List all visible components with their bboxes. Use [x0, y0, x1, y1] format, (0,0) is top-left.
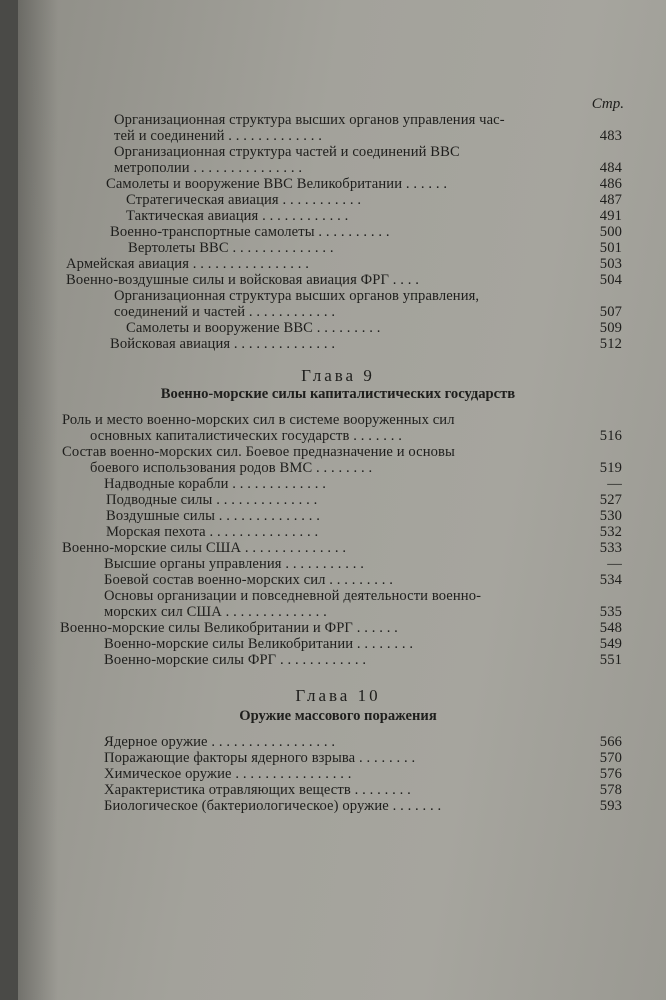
toc-entry-line	[18, 620, 622, 636]
toc-entry-line	[18, 288, 622, 304]
toc-entry-line	[18, 320, 622, 336]
toc-page-number: 501	[599, 240, 622, 256]
toc-entry-line	[18, 144, 622, 160]
toc-entry-line	[18, 128, 622, 144]
toc-entry-text: Войсковая авиация . . . . . . . . . . . . . .	[110, 336, 336, 352]
toc-entry-line	[18, 160, 622, 176]
toc-page-number: 548	[599, 620, 622, 636]
toc-page-number: 483	[599, 128, 622, 144]
toc-page-number: —	[607, 476, 622, 492]
toc-page-number: 509	[599, 320, 622, 336]
toc-page-number: 578	[599, 782, 622, 798]
toc-entry-text: Надводные корабли . . . . . . . . . . . . .	[104, 476, 327, 492]
toc-entry-text: Армейская авиация . . . . . . . . . . . . . . . .	[66, 256, 309, 272]
toc-page-number: 534	[599, 572, 622, 588]
toc-entry-line	[18, 652, 622, 668]
toc-page-number: 487	[599, 192, 622, 208]
toc-page-number: 491	[599, 208, 622, 224]
toc-entry-text: Военно-воздушные силы и войсковая авиация ФРГ . . . .	[66, 272, 419, 288]
toc-entry-line	[18, 240, 622, 256]
toc-entry-line	[18, 336, 622, 352]
toc-entry-line	[18, 444, 622, 460]
toc-entry-text: Основы организации и повседневной деятельности военно-	[104, 588, 482, 604]
toc-entry-line	[18, 572, 622, 588]
toc-entry-line	[18, 508, 622, 524]
toc-entry-line	[18, 556, 622, 572]
toc-entry-line	[18, 636, 622, 652]
toc-entry-text: метрополии . . . . . . . . . . . . . . .	[114, 160, 303, 176]
toc-entry-line	[18, 304, 622, 320]
toc-entry-line	[18, 492, 622, 508]
toc-entry-text: Химическое оружие . . . . . . . . . . . . . . . .	[104, 766, 352, 782]
toc-entry-text: Воздушные силы . . . . . . . . . . . . . .	[106, 508, 320, 524]
toc-page-number: 566	[599, 734, 622, 750]
toc-page-number: 503	[599, 256, 622, 272]
toc-page-number: 484	[599, 160, 622, 176]
toc-page-number: 504	[599, 272, 622, 288]
toc-page-number: —	[607, 556, 622, 572]
toc-entry-text: Военно-морские силы Великобритании . . . . . . . .	[104, 636, 414, 652]
toc-entry-line	[18, 524, 622, 540]
toc-entry-text: Тактическая авиация . . . . . . . . . . . .	[126, 208, 349, 224]
toc-entry-line	[18, 176, 622, 192]
pages-column-label: Стр.	[591, 96, 624, 112]
toc-entry-text: Боевой состав военно-морских сил . . . . . . . . .	[104, 572, 393, 588]
toc-page-number: 500	[599, 224, 622, 240]
toc-entry-text: Ядерное оружие . . . . . . . . . . . . . . . . .	[104, 734, 336, 750]
toc-page-number: 570	[599, 750, 622, 766]
toc-entry-line	[18, 256, 622, 272]
toc-entry-text: Биологическое (бактериологическое) оружие . . . . . . .	[104, 798, 442, 814]
toc-entry-line	[18, 604, 622, 620]
toc-entry-line	[18, 750, 622, 766]
toc-page-number: 593	[599, 798, 622, 814]
toc-entry-text: Организационная структура высших органов управления,	[114, 288, 480, 304]
toc-entry-line	[18, 224, 622, 240]
toc-entry-line	[18, 272, 622, 288]
toc-page-number: 551	[599, 652, 622, 668]
toc-page-number: 486	[599, 176, 622, 192]
toc-entry-text: Самолеты и вооружение ВВС . . . . . . . . .	[126, 320, 381, 336]
toc-entry-line	[18, 798, 622, 814]
toc-page-number: 519	[599, 460, 622, 476]
toc-entry-text: Морская пехота . . . . . . . . . . . . . . .	[106, 524, 319, 540]
toc-page-number: 512	[599, 336, 622, 352]
chapter-10-heading: Глава 10	[295, 686, 381, 705]
toc-entry-text: Военно-морские силы Великобритании и ФРГ . . . . . .	[60, 620, 398, 636]
toc-entry-line	[18, 588, 622, 604]
toc-entry-text: тей и соединений . . . . . . . . . . . . .	[114, 128, 323, 144]
chapter-10-title: Оружие массового поражения	[239, 708, 437, 724]
toc-page-number: 549	[599, 636, 622, 652]
chapter-9-heading: Глава 9	[301, 366, 375, 385]
toc-page-number: 535	[599, 604, 622, 620]
toc-entry-text: Военно-морские силы США . . . . . . . . . . . . . .	[62, 540, 347, 556]
toc-entry-text: Характеристика отравляющих веществ . . . . . . . .	[104, 782, 411, 798]
toc-entry-text: основных капиталистических государств . . . . . . .	[90, 428, 402, 444]
toc-entry-text: соединений и частей . . . . . . . . . . . .	[114, 304, 336, 320]
toc-entry-text: Военно-морские силы ФРГ . . . . . . . . . . . .	[104, 652, 367, 668]
toc-entry-line	[18, 460, 622, 476]
chapter-9-title: Военно-морские силы капиталистических государств	[160, 386, 516, 402]
toc-page-number: 532	[599, 524, 622, 540]
toc-entry-line	[18, 476, 622, 492]
toc-entry-line	[18, 782, 622, 798]
toc-entry-text: Стратегическая авиация . . . . . . . . . . .	[126, 192, 362, 208]
toc-entry-line	[18, 112, 622, 128]
toc-entry-line	[18, 766, 622, 782]
toc-entry-text: Организационная структура частей и соединений ВВС	[114, 144, 460, 160]
toc-entry-text: Вертолеты ВВС . . . . . . . . . . . . . .	[128, 240, 334, 256]
toc-page-number: 530	[599, 508, 622, 524]
toc-page-number: 516	[599, 428, 622, 444]
toc-entry-text: морских сил США . . . . . . . . . . . . . .	[104, 604, 327, 620]
toc-entry-text: Организационная структура высших органов управления час-	[114, 112, 505, 128]
toc-entry-text: Роль и место военно-морских сил в системе вооруженных сил	[62, 412, 455, 428]
toc-entry-line	[18, 540, 622, 556]
toc-entry-line	[18, 192, 622, 208]
toc-entry-line	[18, 734, 622, 750]
toc-entry-text: Состав военно-морских сил. Боевое предназначение и основы	[62, 444, 455, 460]
toc-page-number: 527	[599, 492, 622, 508]
toc-page-number: 507	[599, 304, 622, 320]
toc-page-number: 576	[599, 766, 622, 782]
toc-entry-text: боевого использования родов ВМС . . . . . . . .	[90, 460, 373, 476]
toc-entry-line	[18, 412, 622, 428]
toc-page-number: 533	[599, 540, 622, 556]
toc-entry-text: Самолеты и вооружение ВВС Великобритании . . . . . .	[106, 176, 448, 192]
toc-entry-text: Военно-транспортные самолеты . . . . . . . . . .	[110, 224, 390, 240]
book-page	[18, 0, 666, 1000]
toc-entry-line	[18, 208, 622, 224]
toc-entry-text: Подводные силы . . . . . . . . . . . . . .	[106, 492, 318, 508]
toc-entry-line	[18, 428, 622, 444]
toc-entry-text: Поражающие факторы ядерного взрыва . . . . . . . .	[104, 750, 416, 766]
toc-entry-text: Высшие органы управления . . . . . . . . . . .	[104, 556, 365, 572]
